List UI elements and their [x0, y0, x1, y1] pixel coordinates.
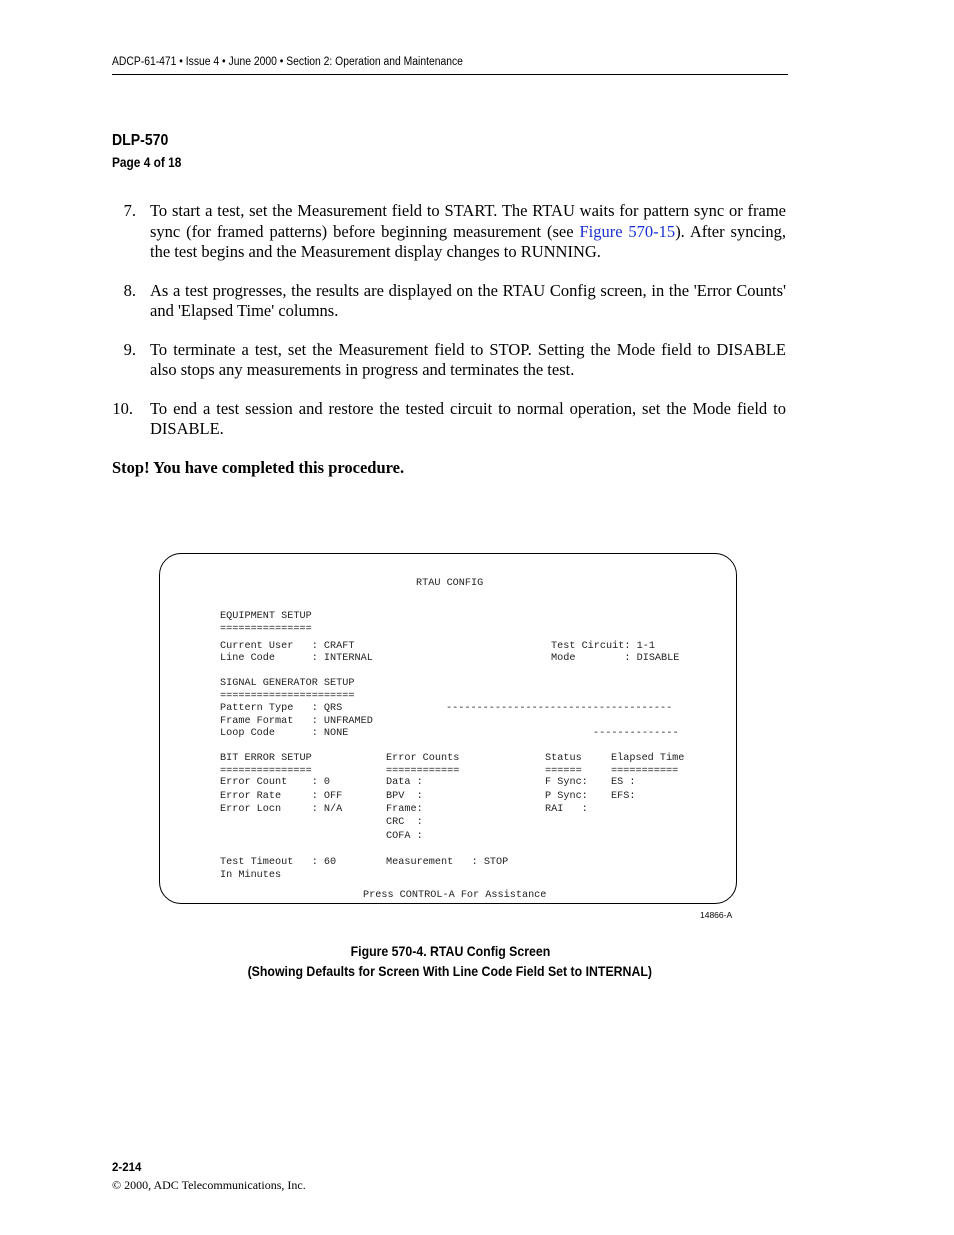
equipment-setup-heading: EQUIPMENT SETUP [220, 611, 312, 622]
pattern-type-field: Pattern Type : QRS [220, 703, 343, 714]
loop-code-field: Loop Code : NONE [220, 728, 349, 739]
error-rate-field: Error Rate : OFF [220, 791, 343, 802]
step-8 [112, 281, 786, 322]
step-text: To end a test session and restore the tested circuit to normal operation, set the Mode field to DISABLE. [150, 398, 786, 438]
es-time: ES : [611, 777, 636, 788]
elapsed-time-underline: =========== [611, 766, 679, 777]
header-rule [112, 74, 788, 75]
line-code-field: Line Code : INTERNAL [220, 653, 373, 664]
bit-error-setup-heading: BIT ERROR SETUP [220, 753, 312, 764]
test-circuit-field: Test Circuit: 1-1 [551, 641, 655, 652]
step-text: ). After syncing, the test begins and the Measurement display changes to RUNNING. [150, 221, 787, 261]
cofa-count: COFA : [386, 831, 423, 842]
figure-link[interactable]: Figure 570-15 [579, 221, 676, 241]
step-9 [112, 340, 786, 381]
measurement-field: Measurement : STOP [386, 857, 509, 868]
step-10 [112, 399, 786, 440]
step-number: 9. [123, 339, 136, 359]
equipment-setup-underline: =============== [220, 624, 312, 635]
p-sync-status: P Sync: [545, 791, 588, 802]
in-minutes-label: In Minutes [220, 870, 282, 881]
figure-caption-subtitle: (Showing Defaults for Screen With Line Code Field Set to INTERNAL) [247, 963, 653, 979]
mode-field: Mode : DISABLE [551, 653, 680, 664]
data-count: Data : [386, 777, 423, 788]
step-number: 8. [123, 280, 136, 300]
frame-count: Frame: [386, 804, 423, 815]
signal-generator-heading: SIGNAL GENERATOR SETUP [220, 678, 355, 689]
loop-dashes: -------------- [593, 728, 679, 739]
pattern-dashes: ------------------------------------- [446, 703, 673, 714]
step-text: As a test progresses, the results are displayed on the RTAU Config screen, in the 'Error Counts' and 'Elapsed Time' columns. [150, 280, 786, 320]
frame-format-field: Frame Format : UNFRAMED [220, 716, 373, 727]
running-header: ADCP-61-471 • Issue 4 • June 2000 • Section 2: Operation and Maintenance [112, 56, 463, 68]
bit-error-setup-underline: =============== [220, 766, 312, 777]
figure-caption-title: Figure 570-4. RTAU Config Screen [350, 943, 550, 959]
step-text: To start a test, set the Measurement field to START. The RTAU waits for pattern sync or frame sync (for framed patterns) before beginning measurement (see [150, 201, 786, 241]
copyright: © 2000, ADC Telecommunications, Inc. [112, 1178, 306, 1192]
error-counts-heading: Error Counts [386, 753, 460, 764]
screen-title: RTAU CONFIG [416, 578, 484, 589]
stop-notice: Stop! You have completed this procedure. [112, 458, 405, 477]
figure-id: 14866-A [700, 910, 733, 920]
dlp-title: DLP-570 [112, 132, 169, 149]
error-counts-underline: ============ [386, 766, 460, 777]
status-underline: ====== [545, 766, 582, 777]
crc-count: CRC : [386, 817, 423, 828]
current-user-field: Current User : CRAFT [220, 641, 355, 652]
procedure-steps [112, 201, 786, 458]
signal-generator-underline: ====================== [220, 691, 355, 702]
dlp-page-indicator: Page 4 of 18 [112, 155, 182, 170]
efs-time: EFS: [611, 791, 636, 802]
error-count-field: Error Count : 0 [220, 777, 331, 788]
elapsed-time-heading: Elapsed Time [611, 753, 685, 764]
page-number: 2-214 [112, 1162, 142, 1174]
test-timeout-field: Test Timeout : 60 [220, 857, 337, 868]
bpv-count: BPV : [386, 791, 423, 802]
step-text: To terminate a test, set the Measurement field to STOP. Setting the Mode field to DISABLE also stops any measurements in progress and terminates the test. [150, 339, 786, 379]
step-number: 7. [123, 201, 136, 220]
status-heading: Status [545, 753, 582, 764]
rai-status: RAI : [545, 804, 588, 815]
f-sync-status: F Sync: [545, 777, 588, 788]
step-number: 10. [112, 398, 133, 418]
assistance-hint: Press CONTROL-A For Assistance [363, 890, 547, 901]
step-7 [112, 201, 786, 263]
error-locn-field: Error Locn : N/A [220, 804, 343, 815]
